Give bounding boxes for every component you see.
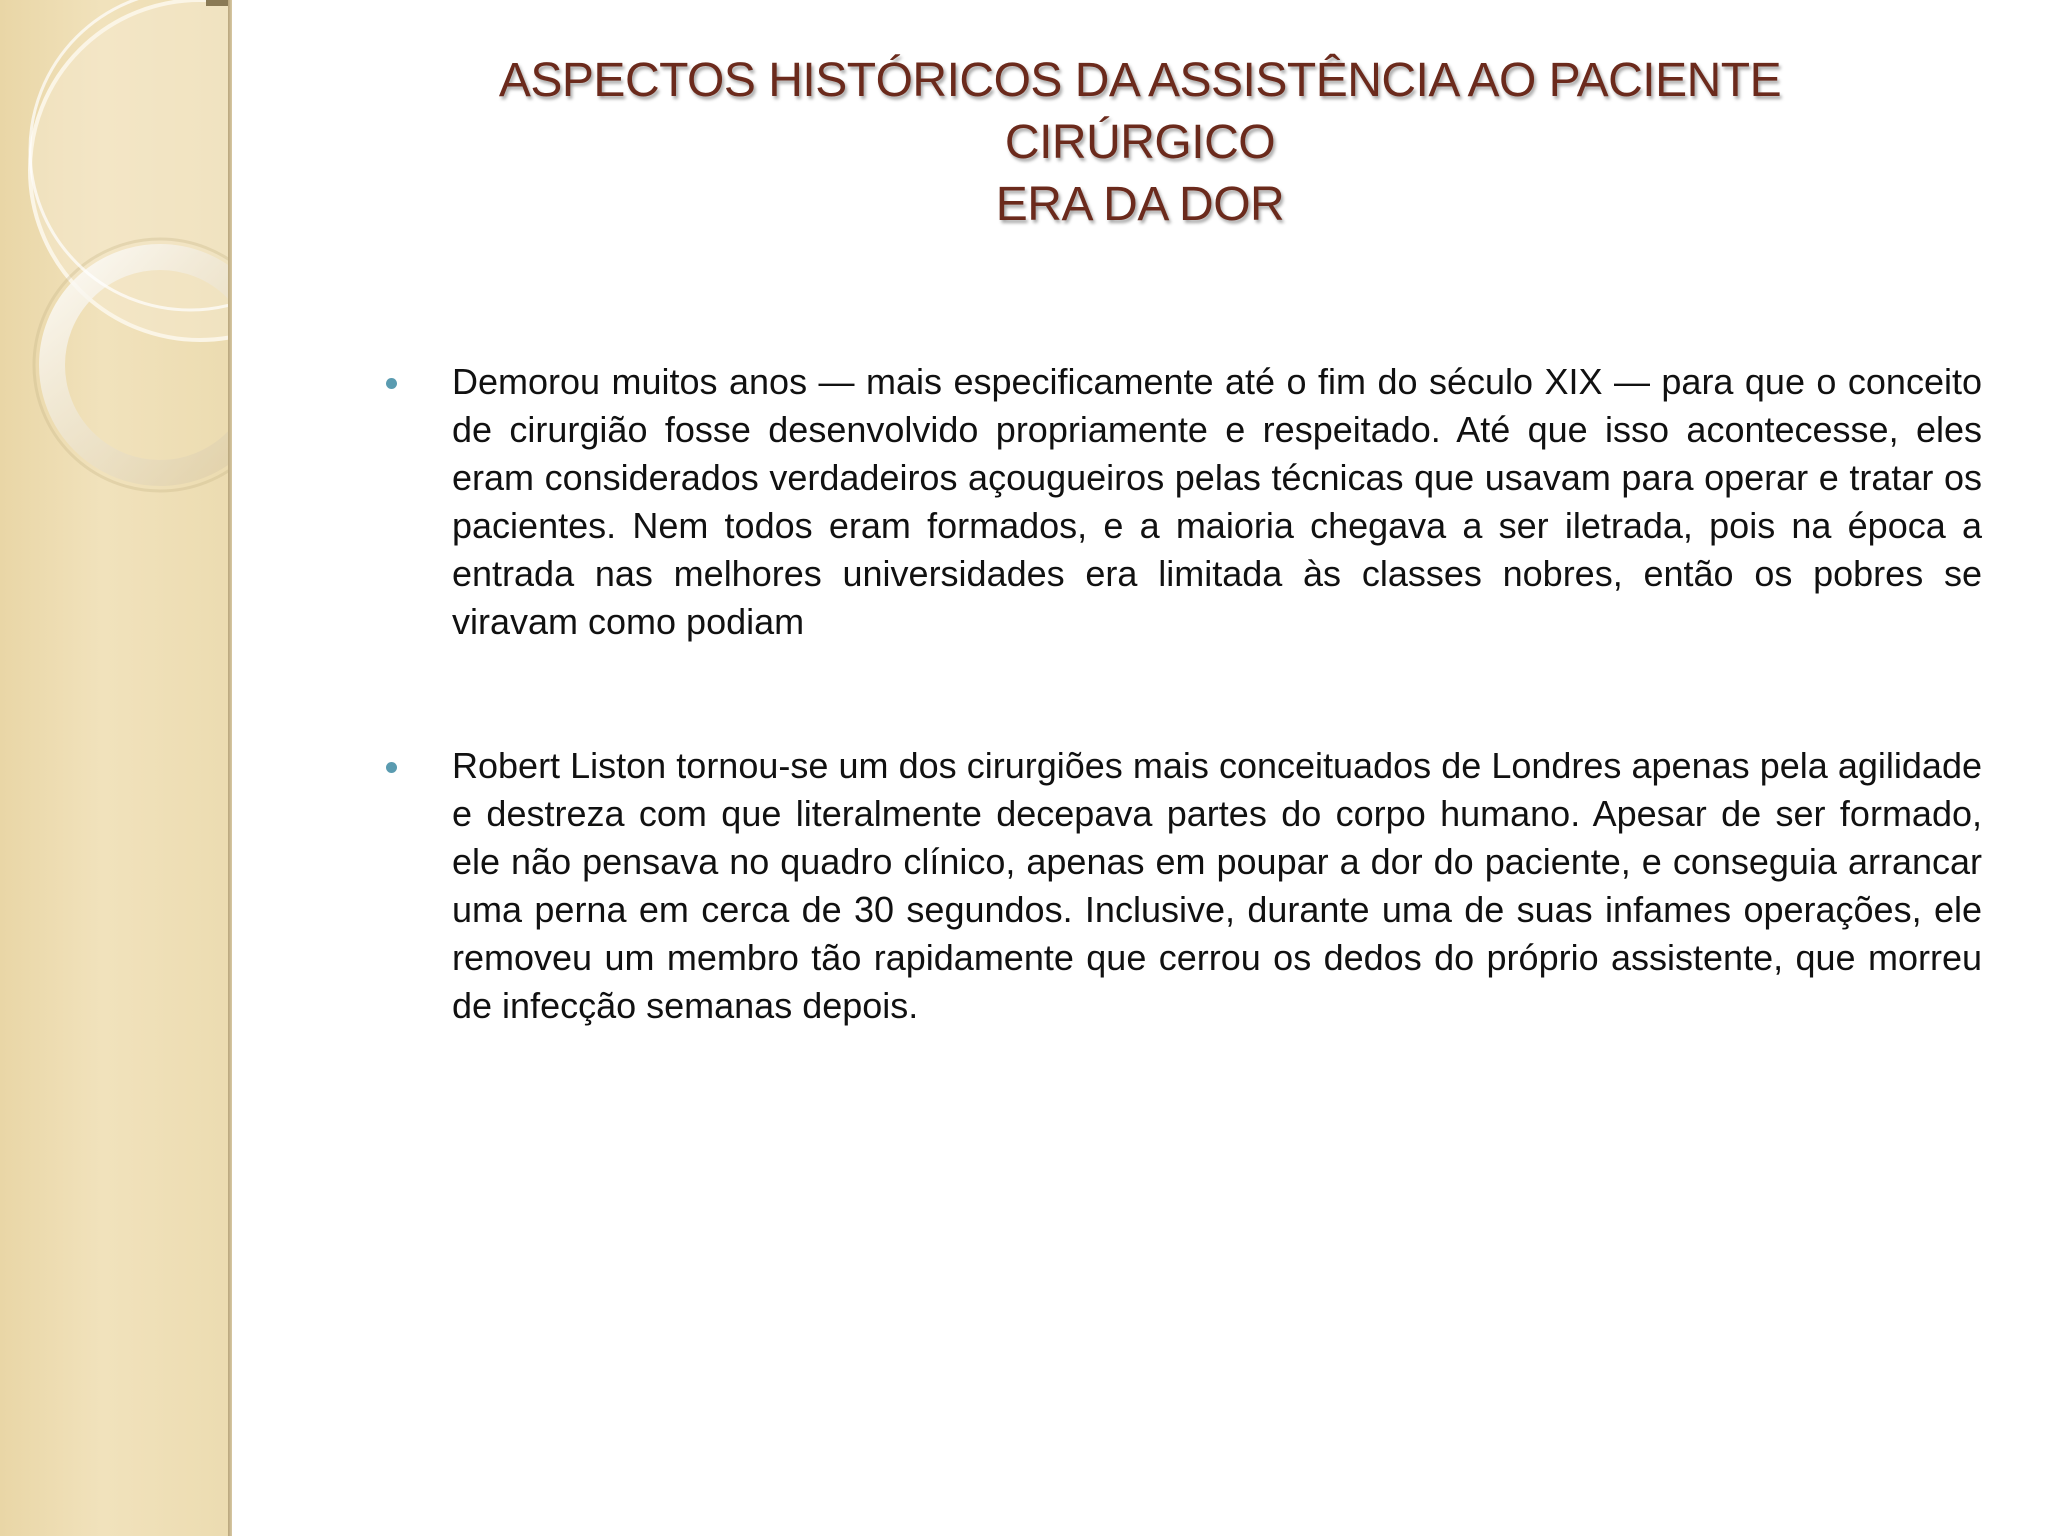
bullet-item: [380, 742, 1982, 1030]
title-line-2: CIRÚRGICO: [1004, 116, 1276, 169]
bullet-item: [380, 358, 1982, 646]
bullet-text: Demorou muitos anos — mais especificamente até o fim do século XIX — para que o conceito de cirurgião fosse desenvolvido propriamente e respeitado. Até que isso acontecesse, eles eram considerados verdadeiros açougueiros pelas técnicas que usavam para operar e tratar os pacientes. Nem todos eram formados, e a maioria chegava a ser iletrada, pois na época a entrada nas melhores universidades era limitada às classes nobres, então os pobres se viravam como podiam: [452, 361, 1982, 642]
title-line-3: ERA DA DOR: [995, 178, 1285, 231]
decorative-rings-icon: [0, 0, 228, 1536]
bullet-dot-icon: [386, 378, 397, 389]
bullet-text: Robert Liston tornou-se um dos cirurgiões mais conceituados de Londres apenas pela agilidade e destreza com que literalmente decepava partes do corpo humano. Apesar de ser formado, ele não pensava no quadro clínico, apenas em poupar a dor do paciente, e conseguia arrancar uma perna em cerca de 30 segundos. Inclusive, durante uma de suas infames operações, ele removeu um membro tão rapidamente que cerrou os dedos do próprio assistente, que morreu de infecção semanas depois.: [452, 745, 1982, 1026]
slide-title: [360, 50, 1920, 236]
decorative-side-panel: [0, 0, 228, 1536]
bullet-dot-icon: [386, 762, 397, 773]
side-panel-border: [228, 0, 232, 1536]
title-line-1: ASPECTOS HISTÓRICOS DA ASSISTÊNCIA AO PACIENTE: [498, 54, 1782, 107]
bullet-list: [380, 358, 1982, 1126]
